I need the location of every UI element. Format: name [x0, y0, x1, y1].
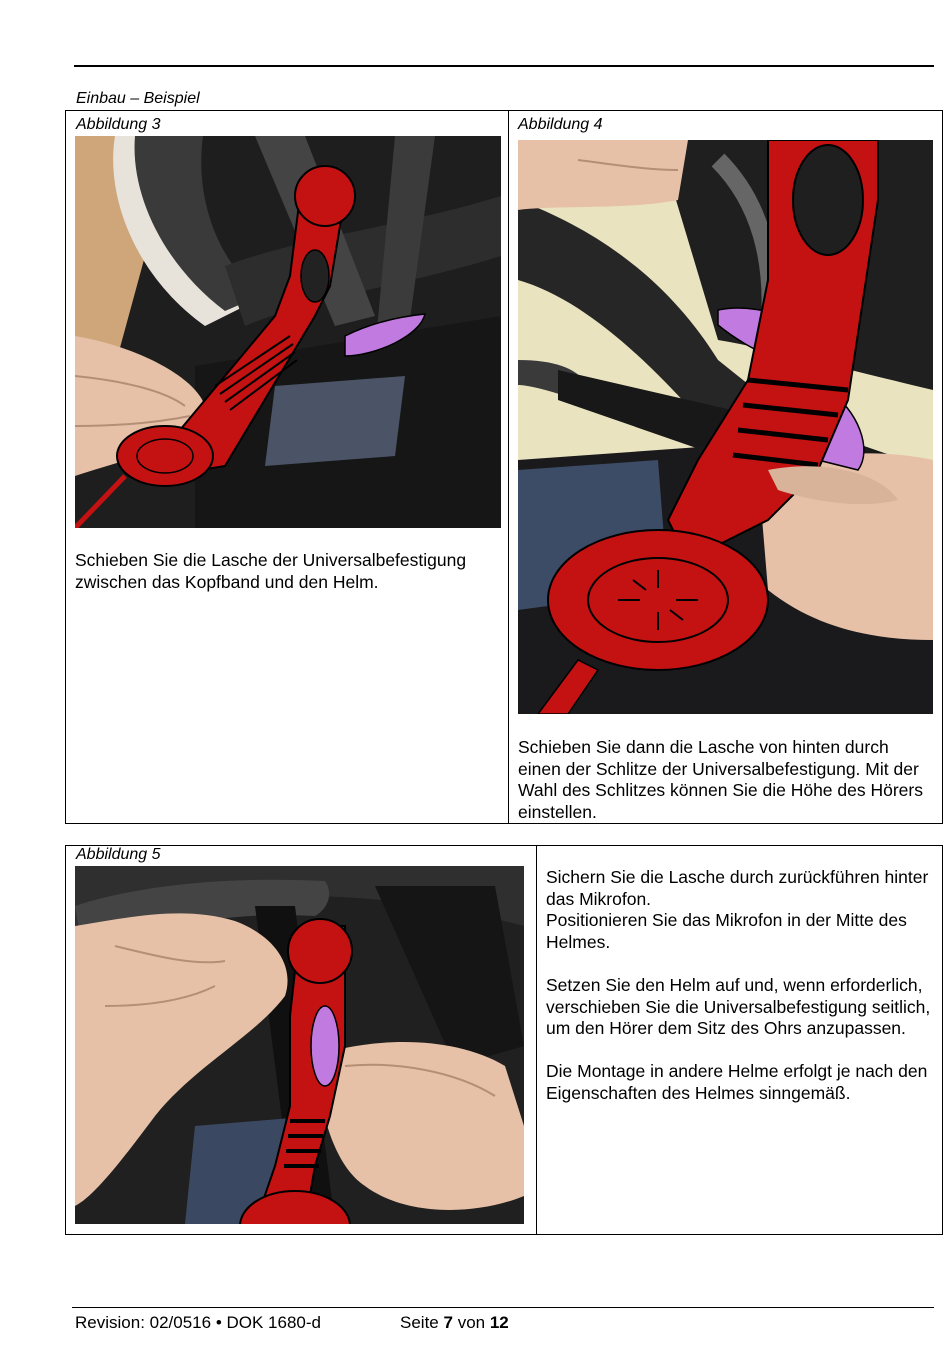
page-of: von [457, 1313, 486, 1332]
footer-rule [72, 1307, 934, 1308]
figure-table-top-divider [508, 110, 509, 824]
figure-5-text-paragraph-3: Die Montage in andere Helme erfolgt je nach den Eigenschaften des Helmes sinngemäß. [546, 1061, 928, 1103]
figure-table-bottom-divider [536, 845, 537, 1235]
page-current: 7 [443, 1313, 453, 1332]
figure-5-text-paragraph-2: Setzen Sie den Helm auf und, wenn erforderlich, verschieben Sie die Universalbefestigung seitlich, um den Hörer dem Sitz des Ohrs anzupassen. [546, 974, 931, 1039]
figure-4-caption: Abbildung 4 [518, 116, 603, 133]
page-label: Seite [400, 1313, 439, 1332]
figure-3-text-paragraph: Schieben Sie die Lasche der Universalbefestigung zwischen das Kopfband und den Helm. [75, 550, 467, 592]
figure-3-caption: Abbildung 3 [76, 116, 161, 133]
helmet-strap-photo-icon [518, 140, 933, 714]
header-rule [74, 65, 934, 67]
helmet-strap-photo-icon [75, 866, 524, 1224]
figure-4-photo [518, 140, 933, 714]
figure-4-text [518, 737, 932, 823]
footer-page-number [400, 1313, 509, 1333]
figure-4-text-paragraph: Schieben Sie dann die Lasche von hinten durch einen der Schlitze der Universalbefestigung. Mit der Wahl des Schlitzes können Sie die Höhe des Hörers einstellen. [518, 737, 923, 822]
figure-3-photo [75, 136, 501, 528]
figure-5-text-paragraph-1: Sichern Sie die Lasche durch zurückführen hinter das Mikrofon. Positionieren Sie das Mikrofon in der Mitte des Helmes. [546, 867, 929, 952]
section-title: Einbau – Beispiel [76, 90, 200, 107]
figure-3-text [75, 550, 503, 593]
figure-5-caption: Abbildung 5 [76, 846, 161, 863]
figure-5-photo [75, 866, 524, 1224]
footer-revision: Revision: 02/0516 • DOK 1680-d [75, 1313, 321, 1332]
page-total: 12 [489, 1313, 509, 1332]
figure-5-text [546, 867, 938, 1105]
helmet-strap-photo-icon [75, 136, 501, 528]
